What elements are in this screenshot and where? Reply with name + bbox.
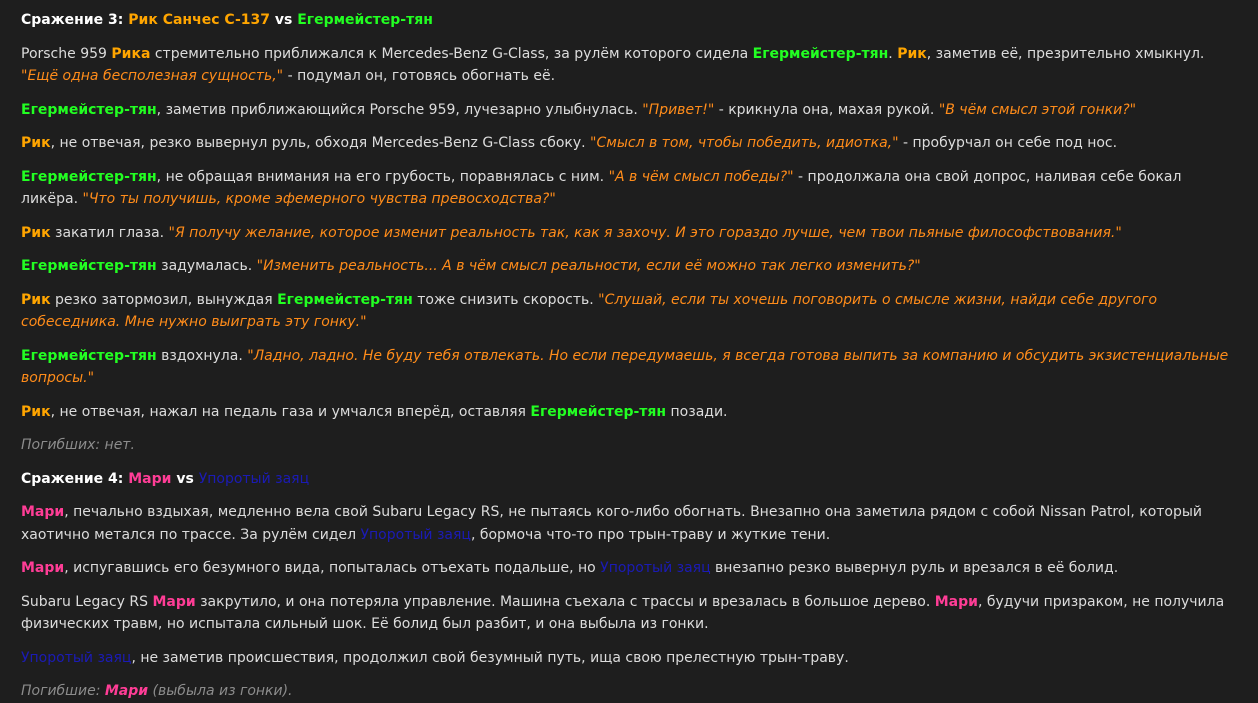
- quote: "Ещё одна бесполезная сущность,": [21, 68, 284, 84]
- quote: "Изменить реальность... А в чём смысл реальности, если её можно так легко изменить?": [256, 258, 921, 274]
- vs-label: vs: [270, 12, 298, 28]
- text: - продолжала она свой допрос, наливая себе бокал ликёра.: [21, 168, 1182, 207]
- name-mari: Мари: [104, 683, 149, 699]
- text: , заметив её, презрительно хмыкнул.: [926, 45, 1205, 62]
- paragraph: [21, 501, 1237, 546]
- participant-mari: Мари: [128, 470, 172, 487]
- text: Погибшие:: [21, 683, 105, 699]
- paragraph: [21, 99, 1237, 122]
- text: , не заметив происшествия, продолжил свой безумный путь, ища свою прелестную трын-траву.: [131, 649, 849, 666]
- quote: "Слушай, если ты хочешь поговорить о смысле жизни, найди себе другого собеседника. Мне нужно выиграть эту гонку.": [21, 291, 1158, 330]
- text: - крикнула она, махая рукой.: [714, 101, 939, 118]
- name-rick: Рика: [111, 45, 151, 62]
- participant-rick-sanchez: Рик Санчес C-137: [128, 12, 270, 28]
- text: , бормоча что-то про трын-траву и жуткие тени.: [470, 526, 831, 543]
- name-rick: Рик: [21, 403, 51, 420]
- text: , заметив приближающийся Porsche 959, лучезарно улыбнулась.: [156, 101, 643, 118]
- name-rick: Рик: [897, 45, 927, 62]
- name-egermeister: Егермейстер-тян: [21, 101, 157, 118]
- paragraph: [21, 289, 1237, 334]
- quote: "В чём смысл этой гонки?": [938, 101, 1137, 118]
- text: , не обращая внимания на его грубость, поравнялась с ним.: [156, 168, 609, 185]
- name-egermeister: Егермейстер-тян: [277, 291, 413, 308]
- name-uporotyi-zayac: Упоротый заяц: [600, 560, 711, 576]
- text: задумалась.: [156, 258, 257, 274]
- text: , не отвечая, резко вывернул руль, обходя Mercedes-Benz G-Class сбоку.: [50, 135, 591, 151]
- text: , будучи призраком, не получила физических травм, но испытала сильный шок. Её болид был разбит, и она выбыла из гонки.: [21, 593, 1225, 632]
- text: , не отвечая, нажал на педаль газа и умчался вперёд, оставляя: [50, 403, 531, 420]
- name-uporotyi-zayac: Упоротый заяц: [21, 649, 132, 666]
- vs-label: vs: [171, 470, 199, 487]
- quote: "А в чём смысл победы?": [608, 168, 794, 185]
- name-egermeister: Егермейстер-тян: [21, 168, 157, 185]
- battle-4-label: Сражение 4:: [21, 470, 129, 487]
- participant-egermeister: Егермейстер-тян: [297, 12, 433, 28]
- name-rick: Рик: [21, 135, 51, 151]
- battle-3-heading: [21, 9, 1237, 32]
- paragraph: [21, 557, 1237, 580]
- name-egermeister: Егермейстер-тян: [752, 45, 889, 62]
- name-mari: Мари: [152, 593, 196, 610]
- text: .: [888, 45, 898, 62]
- text: Porsche 959: [21, 45, 112, 62]
- text: Subaru Legacy RS: [21, 593, 153, 610]
- text: , испугавшись его безумного вида, попыталась отъехать подальше, но: [64, 560, 601, 576]
- text: - пробурчал он себе под нос.: [898, 135, 1118, 151]
- quote: "Привет!": [642, 101, 715, 118]
- casualties-note: [21, 680, 1237, 703]
- participant-uporotyi-zayac: Упоротый заяц: [198, 470, 310, 487]
- text: вздохнула.: [156, 347, 248, 364]
- quote: "Ладно, ладно. Не буду тебя отвлекать. Но если передумаешь, я всегда готова выпить за компанию и обсудить экзистенциальные вопросы.": [21, 347, 1229, 386]
- text: внезапно резко вывернул руль и врезался в её болид.: [710, 560, 1119, 576]
- battle-3-label: Сражение 3:: [21, 12, 129, 28]
- text: , печально вздыхая, медленно вела свой Subaru Legacy RS, не пытаясь кого-либо обогнать. Внезапно она заметила рядом с собой Nissan Patrol, который хаотично метался по трассе. За рулём сидел: [21, 504, 1203, 543]
- paragraph: [21, 345, 1237, 390]
- paragraph: [21, 132, 1237, 155]
- quote: "Что ты получишь, кроме эфемерного чувства превосходства?": [82, 191, 556, 207]
- paragraph: [21, 43, 1237, 88]
- name-rick: Рик: [21, 224, 51, 241]
- paragraph: [21, 647, 1237, 670]
- name-mari: Мари: [21, 504, 65, 520]
- name-egermeister: Егермейстер-тян: [530, 403, 667, 420]
- quote: "Смысл в том, чтобы победить, идиотка,": [590, 135, 899, 151]
- name-mari: Мари: [21, 560, 65, 576]
- name-mari: Мари: [934, 593, 978, 610]
- name-uporotyi-zayac: Упоротый заяц: [360, 526, 471, 543]
- name-rick: Рик: [21, 291, 51, 308]
- text: - подумал он, готовясь обогнать её.: [283, 68, 556, 84]
- text: тоже снизить скорость.: [412, 291, 599, 308]
- text: закрутило, и она потеряла управление. Машина съехала с трассы и врезалась в большое дерево.: [195, 593, 935, 610]
- paragraph: [21, 591, 1237, 636]
- text: резко затормозил, вынуждая: [50, 291, 278, 308]
- text: (выбыла из гонки).: [148, 683, 293, 699]
- name-egermeister: Егермейстер-тян: [21, 347, 157, 364]
- paragraph: [21, 166, 1237, 211]
- battle-4-heading: [21, 468, 1237, 491]
- quote: "Я получу желание, которое изменит реальность так, как я захочу. И это гораздо лучше, чем твои пьяные философствования.": [168, 224, 1122, 241]
- name-egermeister: Егермейстер-тян: [21, 258, 157, 274]
- text: закатил глаза.: [50, 224, 169, 241]
- paragraph: [21, 222, 1237, 245]
- text: позади.: [666, 403, 728, 420]
- casualties-note: Погибших: нет.: [21, 437, 135, 453]
- paragraph: [21, 255, 1237, 278]
- text: стремительно приближался к Mercedes-Benz G-Class, за рулём которого сидела: [150, 45, 753, 62]
- paragraph: [21, 401, 1237, 424]
